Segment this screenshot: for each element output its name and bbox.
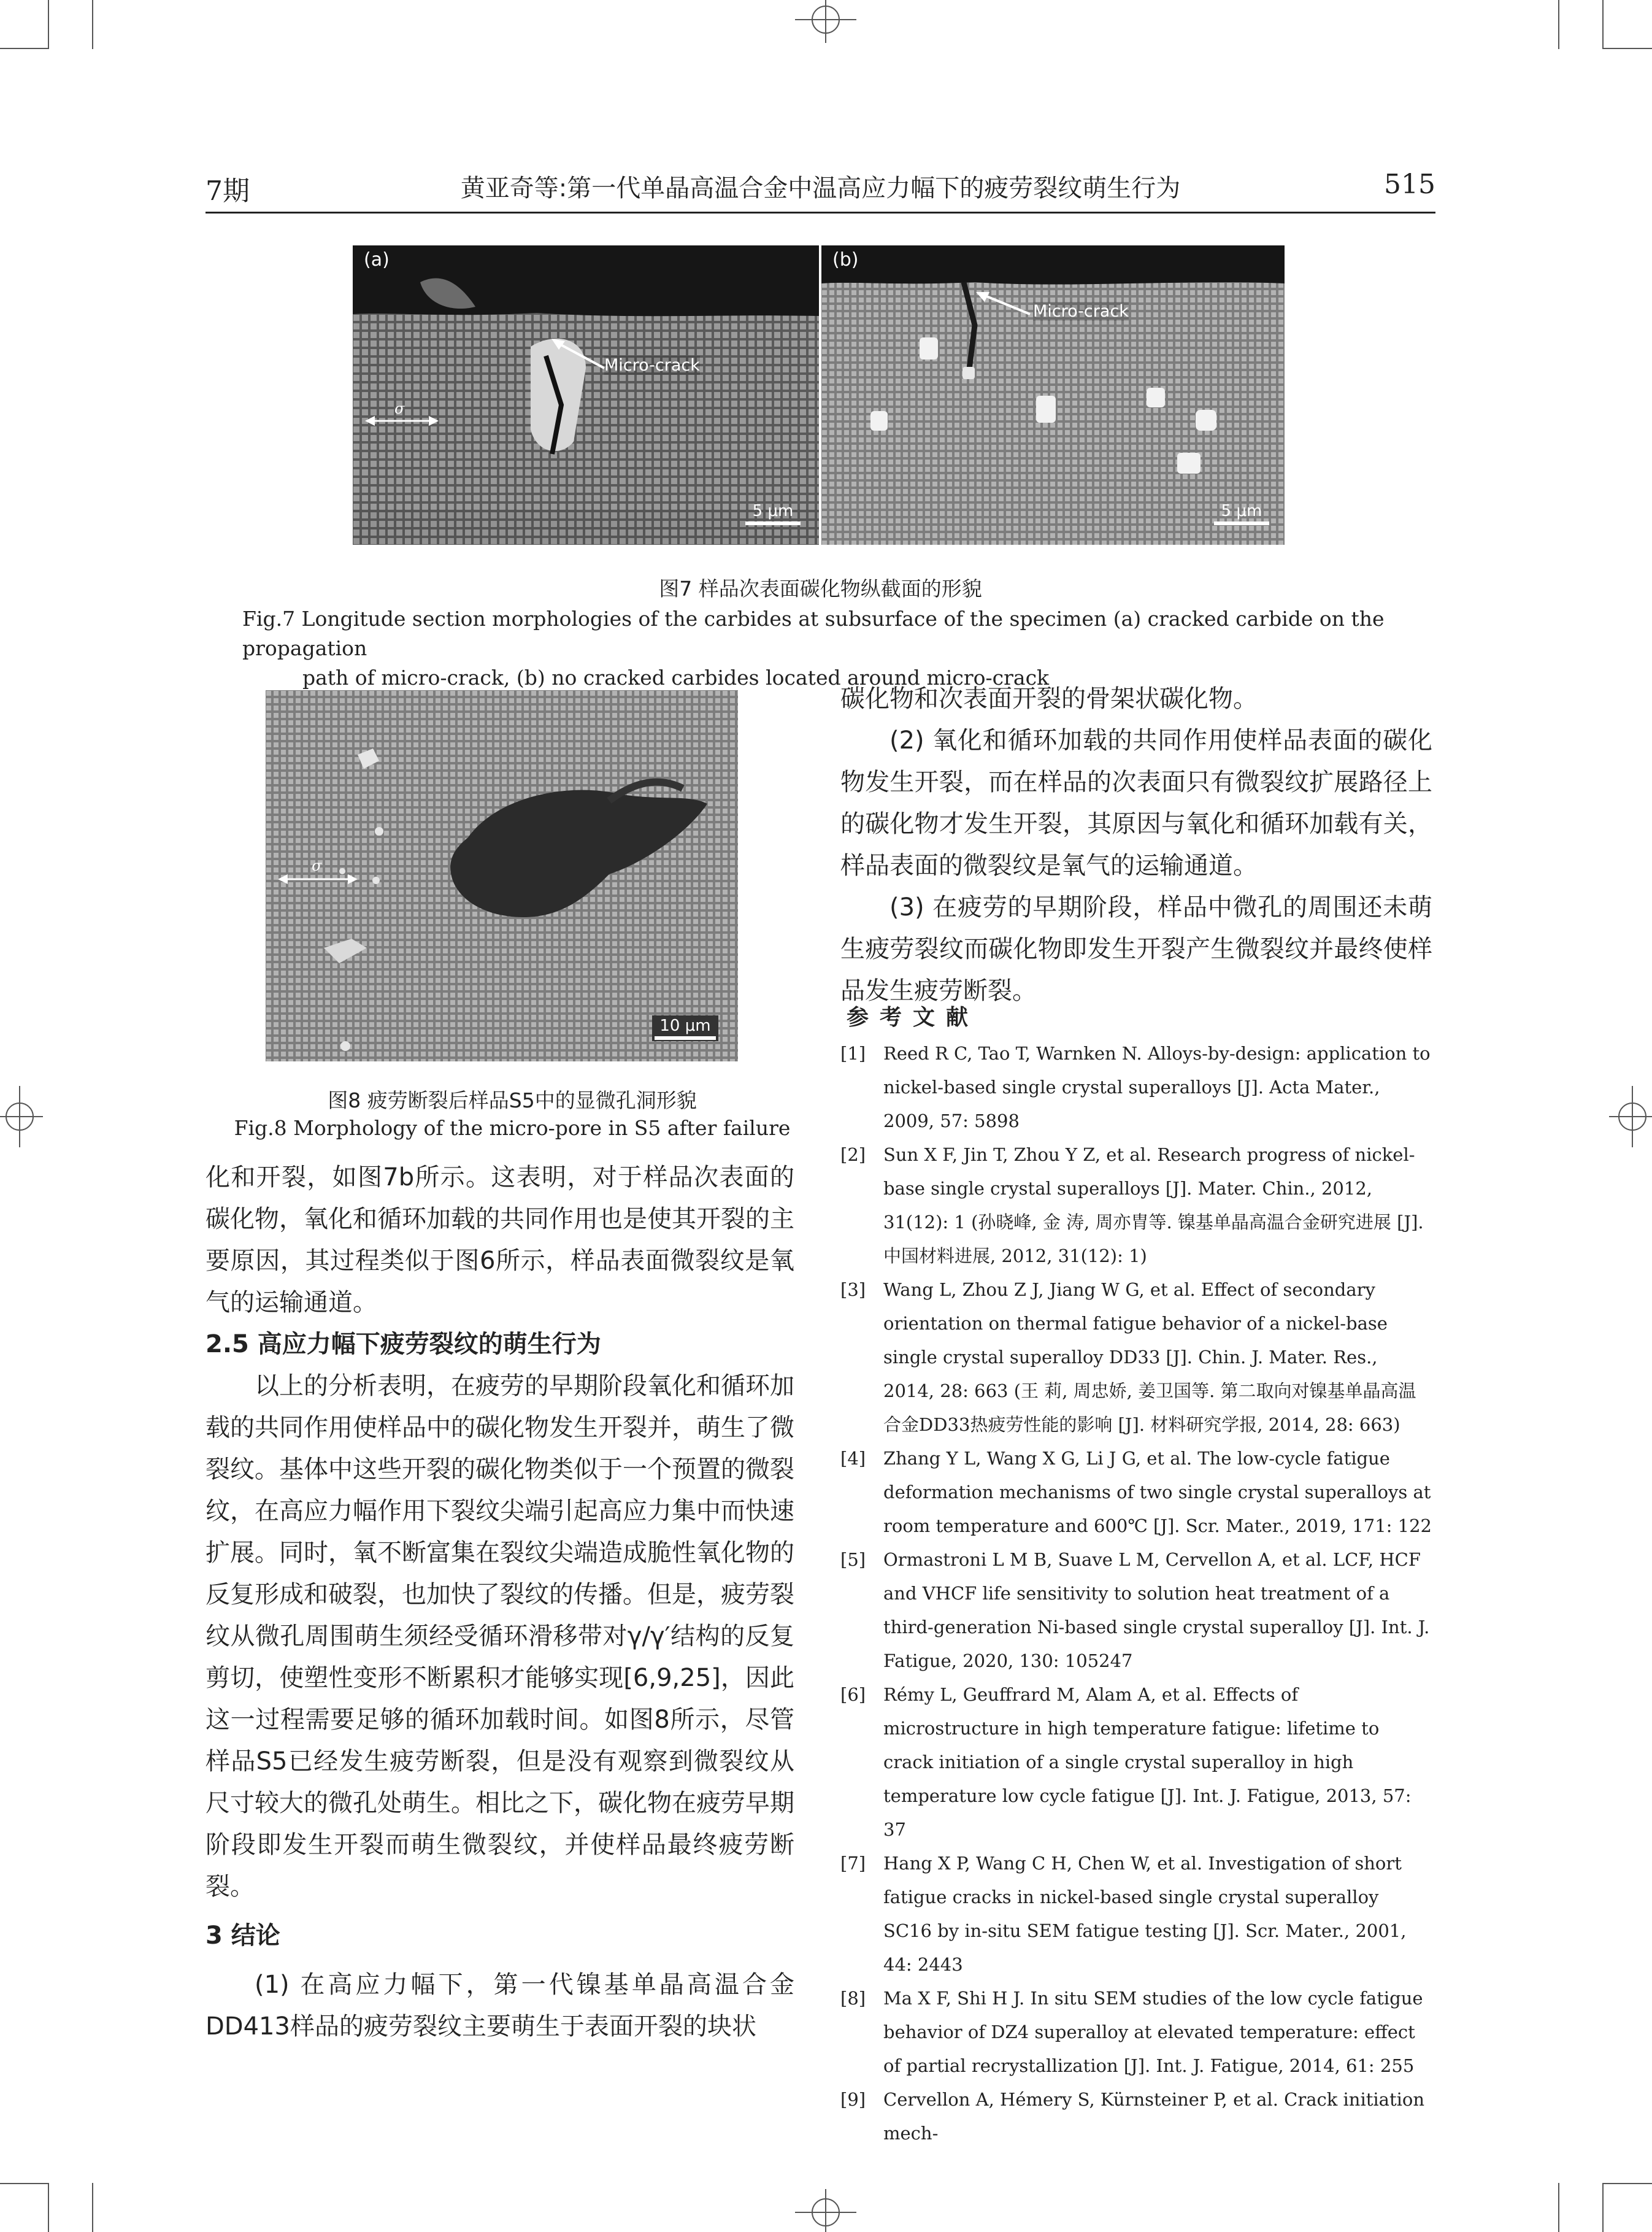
left-para-3: (1) 在高应力幅下，第一代镍基单晶高温合金DD413样品的疲劳裂纹主要萌生于表面开裂的块状 bbox=[206, 1971, 794, 2041]
stress-symbol-fig8: σ bbox=[312, 857, 322, 874]
reference-item: [8] Ma X F, Shi H J. In situ SEM studies of the low cycle fatigue behavior of DZ4 superalloy at elevated temperature: effect of partial recrystallization [J]. Int. J. Fatigue, 2014, 61: 255 bbox=[840, 1988, 1423, 2076]
left-para-2: 以上的分析表明，在疲劳的早期阶段氧化和循环加载的共同作用使样品中的碳化物发生开裂并，萌生了微裂纹。基体中这些开裂的碳化物类似于一个预置的微裂纹，在高应力幅作用下裂纹尖端引起高应力集中而快速扩展。同时，氧不断富集在裂纹尖端造成脆性氧化物的反复形成和破裂，也加快了裂纹的传播。但是，疲劳裂纹从微孔周围萌生须经受循环滑移带对γ/γ′结构的反复剪切，使塑性变形不断累积才能够实现[6,9,25]，因此这一过程需要足够的循环加载时间。如图8所示，尽管样品S5已经发生疲劳断裂，但是没有观察到微裂纹从尺寸较大的微孔处萌生。相比之下，碳化物在疲劳早期阶段即发生开裂而萌生微裂纹，并使样品最终疲劳断裂。 bbox=[206, 1372, 794, 1901]
scale-label-fig8: 10 μm bbox=[659, 1017, 711, 1035]
registration-mark-bottom bbox=[795, 2189, 856, 2232]
panel-a-label: (a) bbox=[364, 249, 390, 271]
crop-mark-tl-v bbox=[48, 0, 49, 49]
crop-mark-tr-v bbox=[1602, 0, 1604, 49]
double-arrow-icon bbox=[365, 414, 439, 428]
sem-image-a bbox=[353, 245, 819, 545]
right-para-2: (2) 氧化和循环加载的共同作用使样品表面的碳化物发生开裂，而在样品的次表面只有微裂纹扩展路径上的碳化物才发生开裂，其原因与氧化和循环加载有关，样品表面的微裂纹是氧气的运输通道。 bbox=[840, 726, 1432, 880]
right-column bbox=[840, 678, 1432, 1012]
reference-item: [3] Wang L, Zhou Z J, Jiang W G, et al. Effect of secondary orientation on thermal fatigue behavior of a nickel-base single crystal superalloy DD33 [J]. Chin. J. Mater. Res., 2014, 28: 663 (王 莉, 周忠娇, 姜卫国等. 第二取向对镍基单晶高温合金DD33热疲劳性能的影响 [J]. 材料研究学报, 2014, 28: 663) bbox=[840, 1279, 1416, 1435]
figure8-caption-en: Fig.8 Morphology of the micro-pore in S5 after failure bbox=[234, 1116, 791, 1140]
scale-bar-b bbox=[1214, 502, 1269, 525]
registration-mark-top bbox=[795, 0, 856, 43]
figure7-caption-en-line2: path of micro-crack, (b) no cracked carbides located around micro-crack bbox=[302, 666, 1050, 690]
header-rule bbox=[206, 212, 1435, 214]
reference-list bbox=[840, 1037, 1432, 2150]
sem-image-b bbox=[821, 245, 1285, 545]
double-arrow-icon bbox=[278, 872, 358, 887]
registration-mark-right bbox=[1609, 1086, 1652, 1147]
section-2-5-heading: 2.5 高应力幅下疲劳裂纹的萌生行为 bbox=[206, 1330, 601, 1358]
references-heading: 参考文献 bbox=[847, 1005, 980, 1030]
reference-item: [9] Cervellon A, Hémery S, Kürnsteiner P, et al. Crack initiation mech- bbox=[840, 2089, 1425, 2144]
right-para-3: (3) 在疲劳的早期阶段，样品中微孔的周围还未萌生疲劳裂纹而碳化物即发生开裂产生微裂纹并最终使样品发生疲劳断裂。 bbox=[840, 893, 1432, 1005]
running-header bbox=[206, 163, 1435, 212]
reference-item: [5] Ormastroni L M B, Suave L M, Cervellon A, et al. LCF, HCF and VHCF life sensitivity to solution heat treatment of a third-generation Ni-based single crystal superalloy [J]. Int. J. Fatigue, 2020, 130: 105247 bbox=[840, 1549, 1430, 1671]
micro-crack-callout-a: Micro-crack bbox=[604, 356, 700, 375]
crop-mark-br-h bbox=[1602, 2183, 1652, 2184]
crop-mark-tl-h bbox=[0, 48, 49, 49]
crop-mark-br2-v bbox=[1558, 2183, 1559, 2232]
figure7-panel-a bbox=[353, 245, 819, 545]
crop-mark-tl2-v bbox=[92, 0, 93, 49]
crop-mark-bl2-v bbox=[92, 2183, 93, 2232]
figure8-image bbox=[266, 690, 738, 1061]
figure7-caption-cn: 图7 样品次表面碳化物纵截面的形貌 bbox=[659, 577, 982, 601]
crop-mark-br-v bbox=[1602, 2183, 1604, 2232]
figure8-caption-cn: 图8 疲劳断裂后样品S5中的显微孔洞形貌 bbox=[328, 1088, 697, 1112]
page-number: 515 bbox=[1384, 169, 1435, 200]
figure7-caption-en-line1: Fig.7 Longitude section morphologies of the carbides at subsurface of the specimen (a) cracked carbide on the propagation bbox=[242, 607, 1385, 660]
reference-item: [6] Rémy L, Geuffrard M, Alam A, et al. Effects of microstructure in high temperature fatigue: lifetime to crack initiation of a single crystal superalloy in high temperature low cycle fatigue [J]. Int. J. Fatigue, 2013, 57: 37 bbox=[840, 1684, 1412, 1840]
scale-label-b: 5 μm bbox=[1221, 502, 1262, 520]
micro-crack-callout-b: Micro-crack bbox=[1033, 302, 1129, 321]
crop-mark-tr-h bbox=[1602, 48, 1652, 49]
registration-mark-left bbox=[0, 1086, 43, 1147]
figure7-panel-b bbox=[821, 245, 1285, 545]
reference-item: [4] Zhang Y L, Wang X G, Li J G, et al. The low-cycle fatigue deformation mechanisms of two single crystal superalloys at room temperature and 600℃ [J]. Scr. Mater., 2019, 171: 122 bbox=[840, 1448, 1432, 1536]
reference-item: [1] Reed R C, Tao T, Warnken N. Alloys-by-design: application to nickel-based single crystal superalloys [J]. Acta Mater., 2009, 57: 5898 bbox=[840, 1043, 1431, 1131]
arrow-icon bbox=[975, 290, 1036, 320]
scale-bar-a bbox=[745, 502, 801, 525]
crop-mark-tr2-v bbox=[1558, 0, 1559, 49]
crop-mark-bl-v bbox=[48, 2183, 49, 2232]
scale-bar-fig8 bbox=[652, 1015, 718, 1041]
issue-number: 7期 bbox=[206, 175, 250, 207]
left-column bbox=[206, 1156, 794, 2047]
scale-label-a: 5 μm bbox=[752, 502, 794, 520]
left-para-1: 化和开裂，如图7b所示。这表明，对于样品次表面的碳化物，氧化和循环加载的共同作用也是使其开裂的主要原因，其过程类似于图6所示，样品表面微裂纹是氧气的运输通道。 bbox=[206, 1163, 794, 1317]
panel-b-label: (b) bbox=[832, 249, 859, 271]
crop-mark-bl-h bbox=[0, 2183, 49, 2184]
reference-item: [2] Sun X F, Jin T, Zhou Y Z, et al. Research progress of nickel-base single crystal superalloys [J]. Mater. Chin., 2012, 31(12): 1 (孙晓峰, 金 涛, 周亦胄等. 镍基单晶高温合金研究进展 [J]. 中国材料进展, 2012, 31(12): 1) bbox=[840, 1144, 1424, 1266]
reference-item: [7] Hang X P, Wang C H, Chen W, et al. Investigation of short fatigue cracks in nickel-based single crystal superalloy SC16 by in-situ SEM fatigue testing [J]. Scr. Mater., 2001, 44: 2443 bbox=[840, 1853, 1407, 1975]
section-3-heading: 3 结论 bbox=[206, 1922, 280, 1950]
stress-symbol-a: σ bbox=[394, 400, 405, 417]
running-title: 黄亚奇等:第一代单晶高温合金中温高应力幅下的疲劳裂纹萌生行为 bbox=[460, 174, 1181, 202]
right-para-1: 碳化物和次表面开裂的骨架状碳化物。 bbox=[840, 685, 1258, 713]
arrow-icon bbox=[549, 337, 610, 374]
